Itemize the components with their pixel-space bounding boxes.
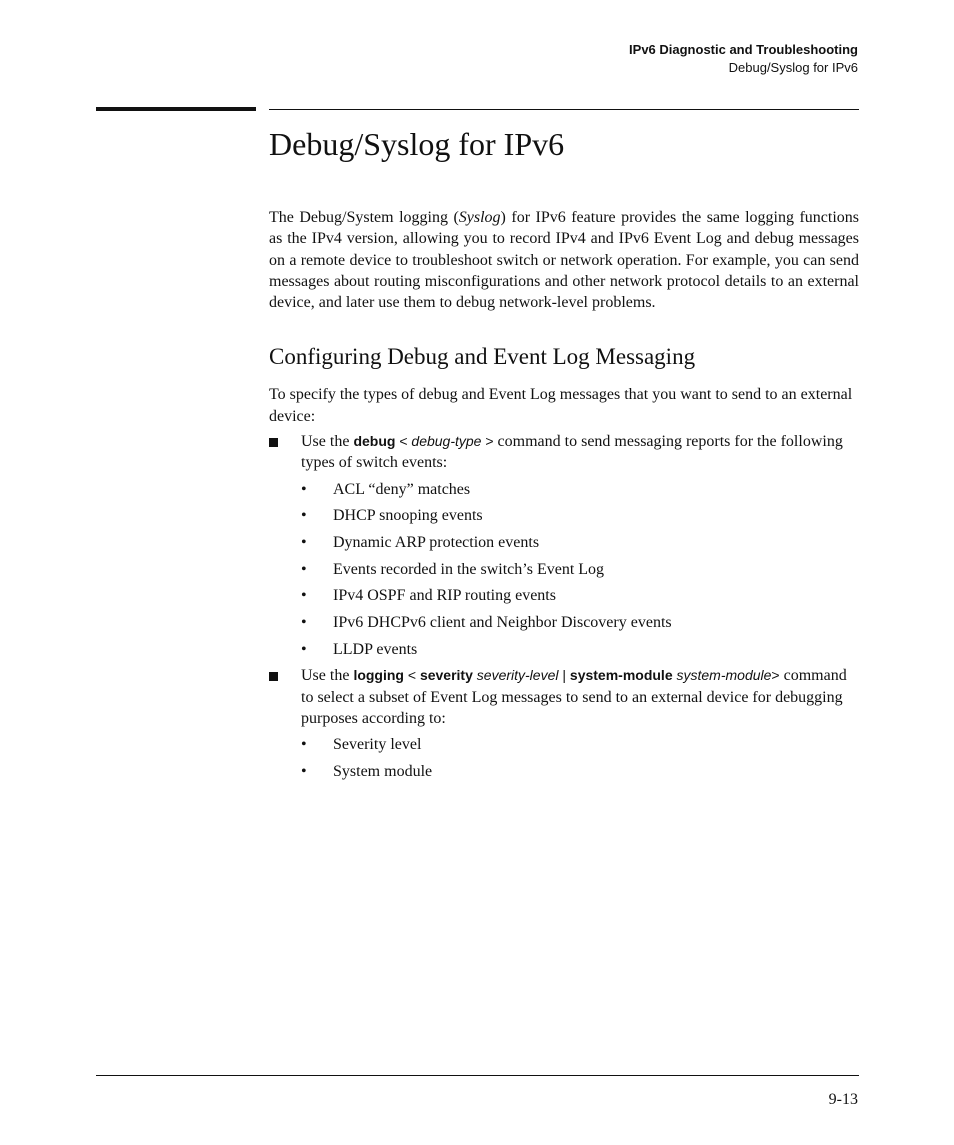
debug-type-param: debug-type — [411, 433, 482, 450]
list-item-text: ACL “deny” matches — [333, 480, 471, 498]
list-item-text: IPv6 DHCPv6 client and Neighbor Discovery events — [333, 614, 672, 632]
intro-paragraph: The Debug/System logging (Syslog) for IPv6 feature provides the same logging functions as the IPv4 version, allowing you to record IPv4 and IPv6 Event Log and debug messages on a remote device to troubleshoot switch or network operation. For example, you can send messages about routing misconfigurations and other network protocol details to an external device, and later use them to debug network-level problems. — [269, 209, 859, 312]
list-item-debug: Use the debug < debug-type > command to send messaging reports for the following types of switch events: • ACL “deny” matches • DHCP snooping events • Dynamic ARP protection events • Events recorded in the switch’s Event Log • IPv4 OSPF and RIP routing events • IPv6 DHCPv6 client and Neighbor Discovery events • LLDP events — [269, 431, 859, 660]
list-item-text: Events recorded in the switch’s Event Log — [333, 560, 605, 578]
list-item — [301, 761, 859, 782]
section-heading: Configuring Debug and Event Log Messaging — [269, 344, 696, 370]
square-bullet-icon — [269, 672, 278, 681]
list-item — [301, 639, 859, 660]
system-module-keyword: system-module — [569, 667, 673, 684]
list-item — [301, 612, 859, 633]
running-header — [629, 41, 858, 77]
bullet-dot-icon: • — [301, 614, 307, 632]
debug-event-list — [301, 479, 859, 660]
footer-rule — [96, 1075, 859, 1076]
bullet-dot-icon: • — [301, 560, 307, 578]
list-item-text: Dynamic ARP protection events — [333, 534, 540, 552]
debug-command: debug — [353, 433, 396, 450]
title-rule-thin — [269, 109, 859, 110]
bullet-dot-icon: • — [301, 507, 307, 525]
list-item — [301, 479, 859, 500]
list-item-logging: Use the logging < severity severity-level | system-module system-module> command to select a subset of Event Log messages to send to an external device for debugging purposes according to: • Severity level • System module — [269, 665, 859, 782]
list-item — [301, 734, 859, 755]
bullet-dot-icon: • — [301, 587, 307, 605]
list-item-text: LLDP events — [333, 640, 418, 658]
bullet-dot-icon: • — [301, 736, 307, 754]
list-item-text: DHCP snooping events — [333, 507, 483, 525]
logging-command: logging — [353, 667, 404, 684]
command-list — [269, 431, 859, 782]
page-title: Debug/Syslog for IPv6 — [269, 126, 565, 162]
severity-keyword: severity — [419, 667, 473, 684]
syslog-term: Syslog — [458, 209, 501, 226]
bullet-dot-icon: • — [301, 480, 307, 498]
list-item-text: System module — [333, 763, 433, 781]
header-chapter: IPv6 Diagnostic and Troubleshooting — [629, 42, 858, 57]
title-rule-thick — [96, 107, 256, 111]
bullet-dot-icon: • — [301, 763, 307, 781]
section-intro: To specify the types of debug and Event Log messages that you want to send to an external device: — [269, 386, 853, 425]
severity-level-param: severity-level — [472, 667, 559, 684]
list-item-text: Severity level — [333, 736, 422, 754]
logging-criteria-list — [301, 734, 859, 782]
system-module-param: system-module — [672, 667, 772, 684]
square-bullet-icon — [269, 438, 278, 447]
list-item — [301, 505, 859, 526]
header-section: Debug/Syslog for IPv6 — [728, 60, 858, 75]
bullet-dot-icon: • — [301, 534, 307, 552]
list-item — [301, 532, 859, 553]
main-content — [269, 207, 859, 788]
list-item-text: IPv4 OSPF and RIP routing events — [333, 587, 556, 605]
list-item — [301, 585, 859, 606]
page-number: 9-13 — [828, 1091, 858, 1108]
bullet-dot-icon: • — [301, 640, 307, 658]
list-item — [301, 559, 859, 580]
